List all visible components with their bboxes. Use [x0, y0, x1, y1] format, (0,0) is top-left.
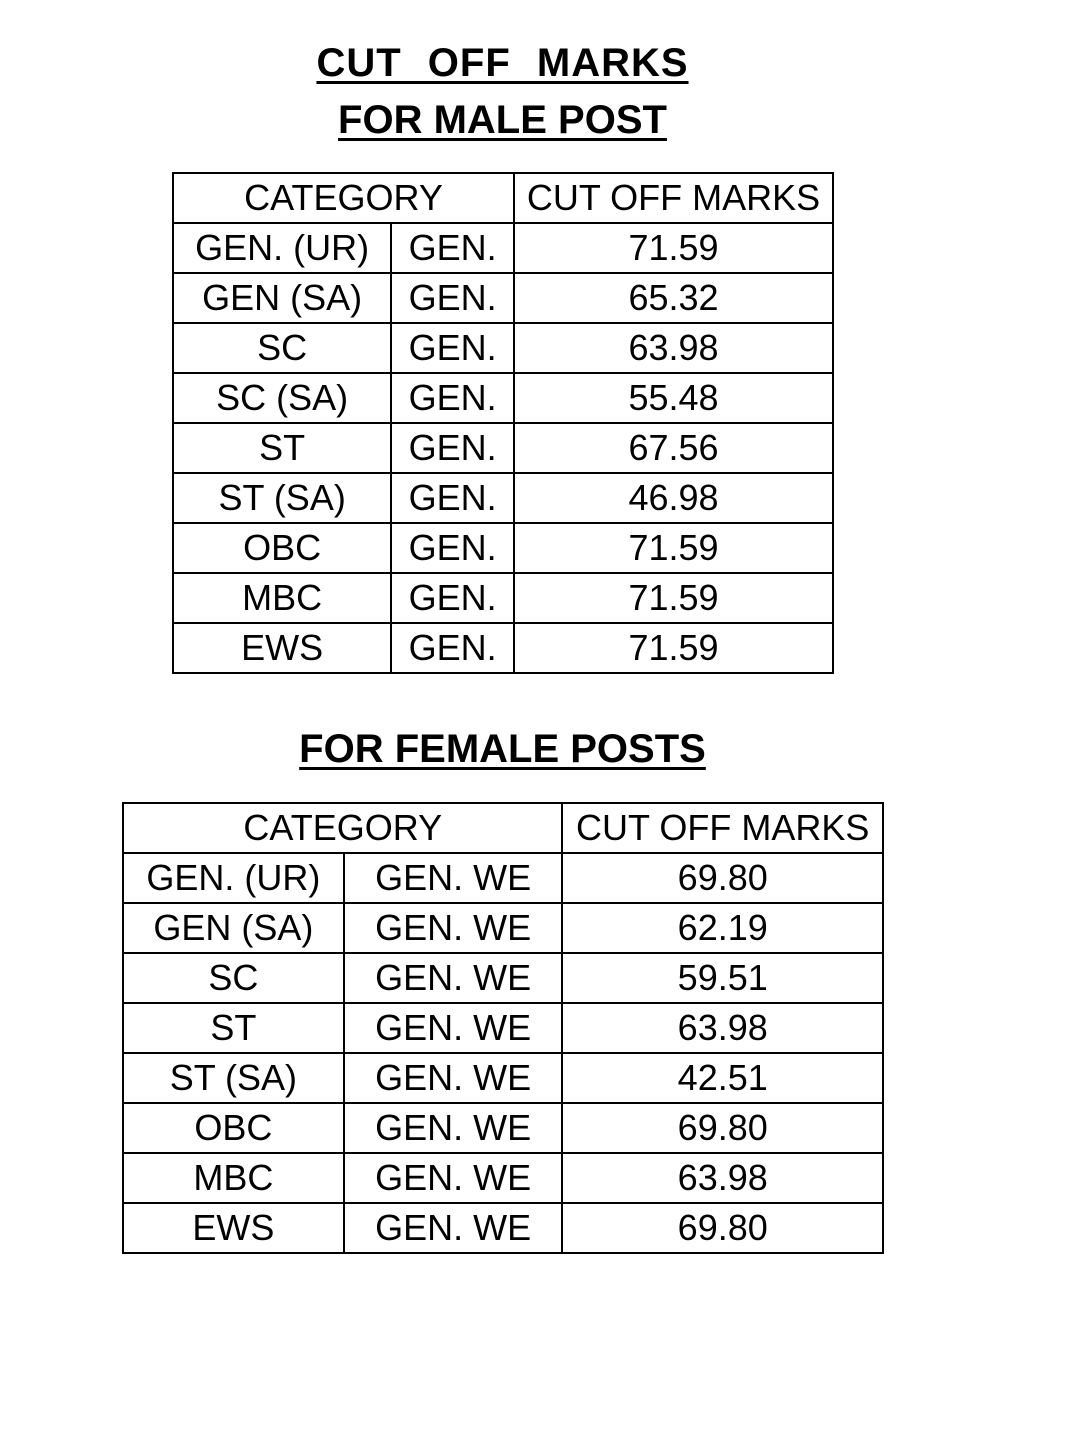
table-row — [173, 473, 833, 523]
marks-cell: 69.80 — [562, 853, 883, 903]
category-cell: ST (SA) — [123, 1053, 344, 1103]
category-cell: ST — [123, 1003, 344, 1053]
post-cell: GEN. — [391, 323, 514, 373]
page-title — [0, 40, 1005, 86]
table-row — [123, 1203, 883, 1253]
table-row — [173, 223, 833, 273]
cutoff-marks-header: CUT OFF MARKS — [562, 803, 883, 853]
marks-cell: 69.80 — [562, 1203, 883, 1253]
table-header-row — [173, 173, 833, 223]
cutoff-marks-header: CUT OFF MARKS — [514, 173, 833, 223]
category-cell: OBC — [173, 523, 391, 573]
table-row — [173, 573, 833, 623]
table-header-row — [123, 803, 883, 853]
marks-cell: 63.98 — [562, 1003, 883, 1053]
post-cell: GEN. WE — [344, 853, 563, 903]
marks-cell: 71.59 — [514, 223, 833, 273]
female-heading-text: FOR FEMALE POSTS — [299, 727, 706, 771]
category-cell: ST — [173, 423, 391, 473]
female-cutoff-table — [122, 802, 884, 1254]
marks-cell: 71.59 — [514, 623, 833, 673]
post-cell: GEN. — [391, 373, 514, 423]
post-cell: GEN. WE — [344, 903, 563, 953]
marks-cell: 62.19 — [562, 903, 883, 953]
female-posts-heading — [0, 726, 1005, 772]
category-cell: EWS — [123, 1203, 344, 1253]
table-row — [123, 1153, 883, 1203]
category-cell: OBC — [123, 1103, 344, 1153]
post-cell: GEN. — [391, 573, 514, 623]
post-cell: GEN. — [391, 273, 514, 323]
marks-cell: 59.51 — [562, 953, 883, 1003]
post-cell: GEN. — [391, 423, 514, 473]
category-cell: GEN. (UR) — [123, 853, 344, 903]
table-row — [173, 323, 833, 373]
category-cell: GEN. (UR) — [173, 223, 391, 273]
male-post-heading — [0, 97, 1005, 143]
post-cell: GEN. — [391, 473, 514, 523]
category-cell: ST (SA) — [173, 473, 391, 523]
post-cell: GEN. WE — [344, 1203, 563, 1253]
table-row — [173, 373, 833, 423]
marks-cell: 63.98 — [514, 323, 833, 373]
marks-cell: 71.59 — [514, 573, 833, 623]
post-cell: GEN. WE — [344, 1153, 563, 1203]
category-cell: SC — [173, 323, 391, 373]
marks-cell: 46.98 — [514, 473, 833, 523]
post-cell: GEN. — [391, 523, 514, 573]
table-row — [123, 1103, 883, 1153]
marks-cell: 42.51 — [562, 1053, 883, 1103]
category-cell: GEN (SA) — [123, 903, 344, 953]
marks-cell: 71.59 — [514, 523, 833, 573]
table-row — [123, 853, 883, 903]
category-cell: EWS — [173, 623, 391, 673]
category-cell: MBC — [123, 1153, 344, 1203]
category-cell: MBC — [173, 573, 391, 623]
category-cell: SC — [123, 953, 344, 1003]
post-cell: GEN. WE — [344, 1103, 563, 1153]
table-row — [123, 903, 883, 953]
table-row — [123, 953, 883, 1003]
category-header: CATEGORY — [173, 173, 514, 223]
table-row — [123, 1053, 883, 1103]
title-line-1: CUT OFF MARKS — [316, 41, 689, 85]
table-row — [123, 1003, 883, 1053]
marks-cell: 65.32 — [514, 273, 833, 323]
marks-cell: 67.56 — [514, 423, 833, 473]
category-header: CATEGORY — [123, 803, 562, 853]
table-row — [173, 623, 833, 673]
category-cell: SC (SA) — [173, 373, 391, 423]
marks-cell: 69.80 — [562, 1103, 883, 1153]
post-cell: GEN. WE — [344, 953, 563, 1003]
table-row — [173, 273, 833, 323]
post-cell: GEN. — [391, 623, 514, 673]
table-row — [173, 523, 833, 573]
post-cell: GEN. WE — [344, 1003, 563, 1053]
male-cutoff-table — [172, 172, 834, 674]
title-line-2: FOR MALE POST — [338, 98, 667, 142]
post-cell: GEN. WE — [344, 1053, 563, 1103]
marks-cell: 55.48 — [514, 373, 833, 423]
post-cell: GEN. — [391, 223, 514, 273]
table-row — [173, 423, 833, 473]
category-cell: GEN (SA) — [173, 273, 391, 323]
marks-cell: 63.98 — [562, 1153, 883, 1203]
